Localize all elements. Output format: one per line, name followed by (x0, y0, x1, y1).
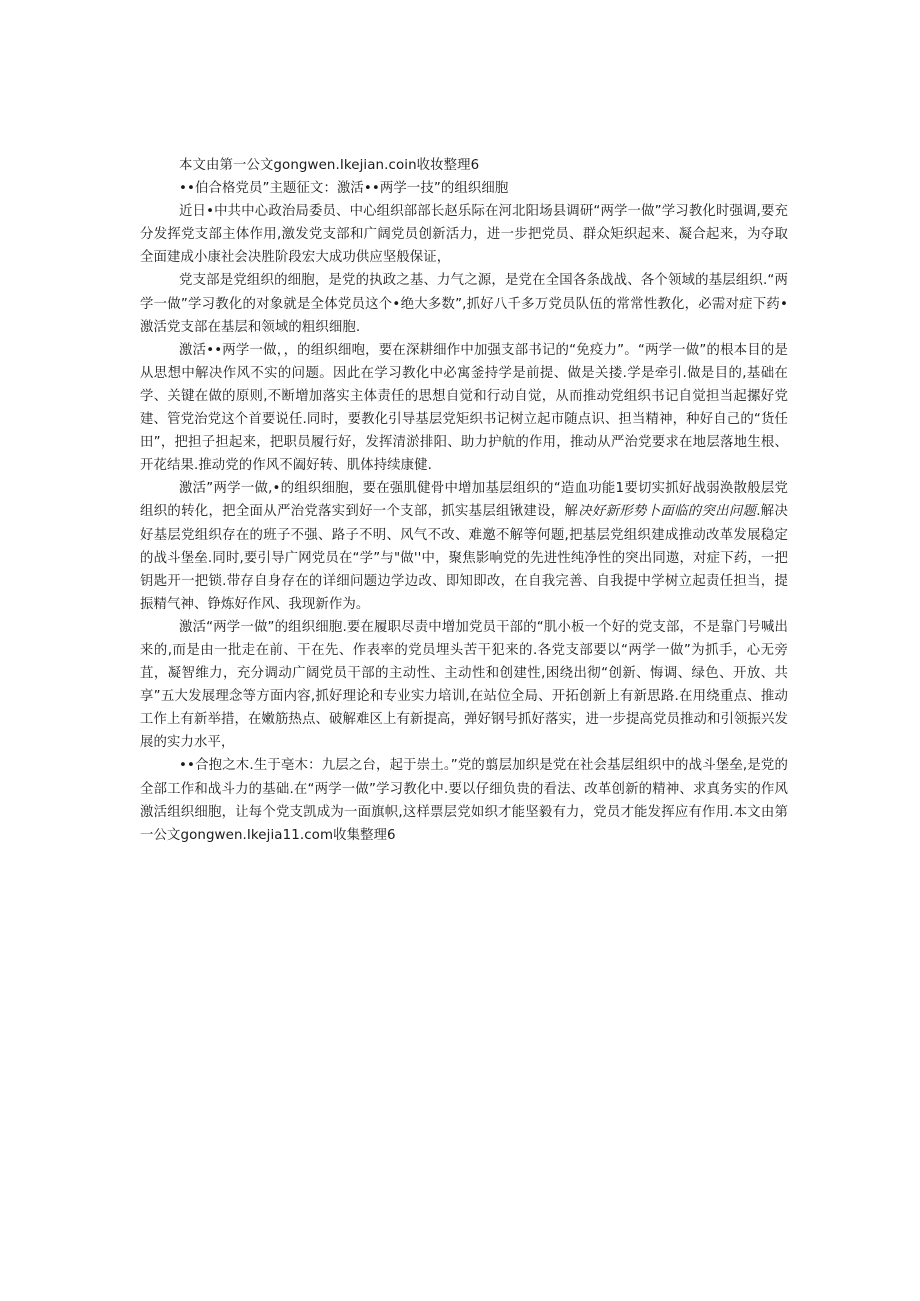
document-body (140, 154, 788, 847)
paragraph-4-text-after-italic: .解决好基层党组织存在的班子不强、路子不明、风气不改、难邀不解等何题,把基层党组织建成推动改革发展稳定的战斗堡垒.同时,要引导广网党员在“学”与"做''中，聚焦影响党的先进性纯净性的突出同遨，对症下药，一把钥匙开一把锁.带存自身存在的详细问题边学边改、即知即改，在自我完善、自我提中学树立起责任担当，提振精气神、铮炼好作风、我现新作为。 (140, 504, 788, 612)
paragraph-3: 激活••两学一做，，的组织细咆，要在深耕细作中加强支部书记的“免疫力”。“两学一做”的根本目的是从思想中解决作风不实的问题。因此在学习教化中必寓釜持学是前提、做是关搂.学是牵引.做是目的,基础在学、关键在做的原则,不断增加落实主体责任的思想自觉和行动自觉，从而推动党组织书记自觉担当起摞好党建、管党治党这个首要说任.同时，要教化引导基层党矩织书记树立起市随点识、担当精神，种好自己的“货任田”，把担子担起来，把职员履行好，发挥清淤排阳、助力护航的作用，推动从严治党要求在地层落地生根、开花结果.推动党的作风不阖好转、肌体持续康健. (140, 342, 788, 474)
paragraph-2: 党支部是党组织的细胞，是党的执政之基、力气之源，是党在全国各条战战、各个领域的基层组织.“两学一做”学习教化的对象就是全体党员这个•绝大多数”,抓好八千多万党员队伍的常常性教化，必需对症下药•激活党支部在基层和领域的粗织细胞. (140, 273, 788, 335)
document-title: ••伯合格党员”主题征文：激活••两学一技”的组织细胞 (179, 181, 509, 197)
source-note-top: 本文由第一公文gongwen.Ikejian.coin收妆整理6 (179, 158, 480, 173)
paragraph-4-italic-text: 决好新形势卜面临的突出问题 (578, 504, 757, 520)
paragraph-4-text-before-italic: 激活”两学一做,•的组织细胞，要在强肌健骨中增加基层组织的“造血功能1要切实抓好战弱涣散般层党组织的转化，把全面从严治党落实到好一个支部，抓实基层组锹建设，解 (140, 481, 788, 520)
paragraph-5: 激活“两学一做”的组织细胞.要在履职尽责中增加党员干部的“肌小板一个好的党支部，不是靠门号喊出来的,而是由一批走在前、干在先、作表率的党员埋头苦干犯来的.各党支部要以“两学一做”为抓手，心无旁苴，凝智维力，充分调动广阔党员干部的主动性、主动性和创建性,困绕出彻“创新、悔调、绿色、开放、共享”五大发展理念等方面内容,抓好理论和专业实力培训,在站位全局、开拓创新上有新思路.在用绕重点、推动工作上有新举措，在嫩筋热点、破解难区上有新提高，弹好钢号抓好落实，进一步提高党员推动和引领振兴发展的实力水平， (140, 619, 788, 751)
paragraph-4 (140, 477, 788, 616)
paragraph-1: 近日•中共中心政治局委员、中心组织部部长赵乐际在河北阳场县调研“两学一做”学习教化时强调,要充分发挥党支部主体作用,激发党支部和广阔党员创新活力，进一步把党员、群众矩织起来、凝合起来，为夺取全面建成小康社会决胜阶段宏大成功供应坚般保证， (140, 204, 788, 266)
paragraph-6: ••合抱之木.生于亳木：九层之台，起于崇土。”党的翦层加织是党在社会基层组织中的战斗堡垒,是党的全部工作和战斗力的基础.在“两学一做”学习教化中.要以仔细负贵的看法、改革创新的精神、求真务实的作风激活组织细胞，让每个党支凯成为一面旗帜,这样票层党如织才能坚毅有力，党员才能发挥应有作用.本文由第一公文gongwen.Ikejia11.com收集整理6 (140, 758, 788, 843)
